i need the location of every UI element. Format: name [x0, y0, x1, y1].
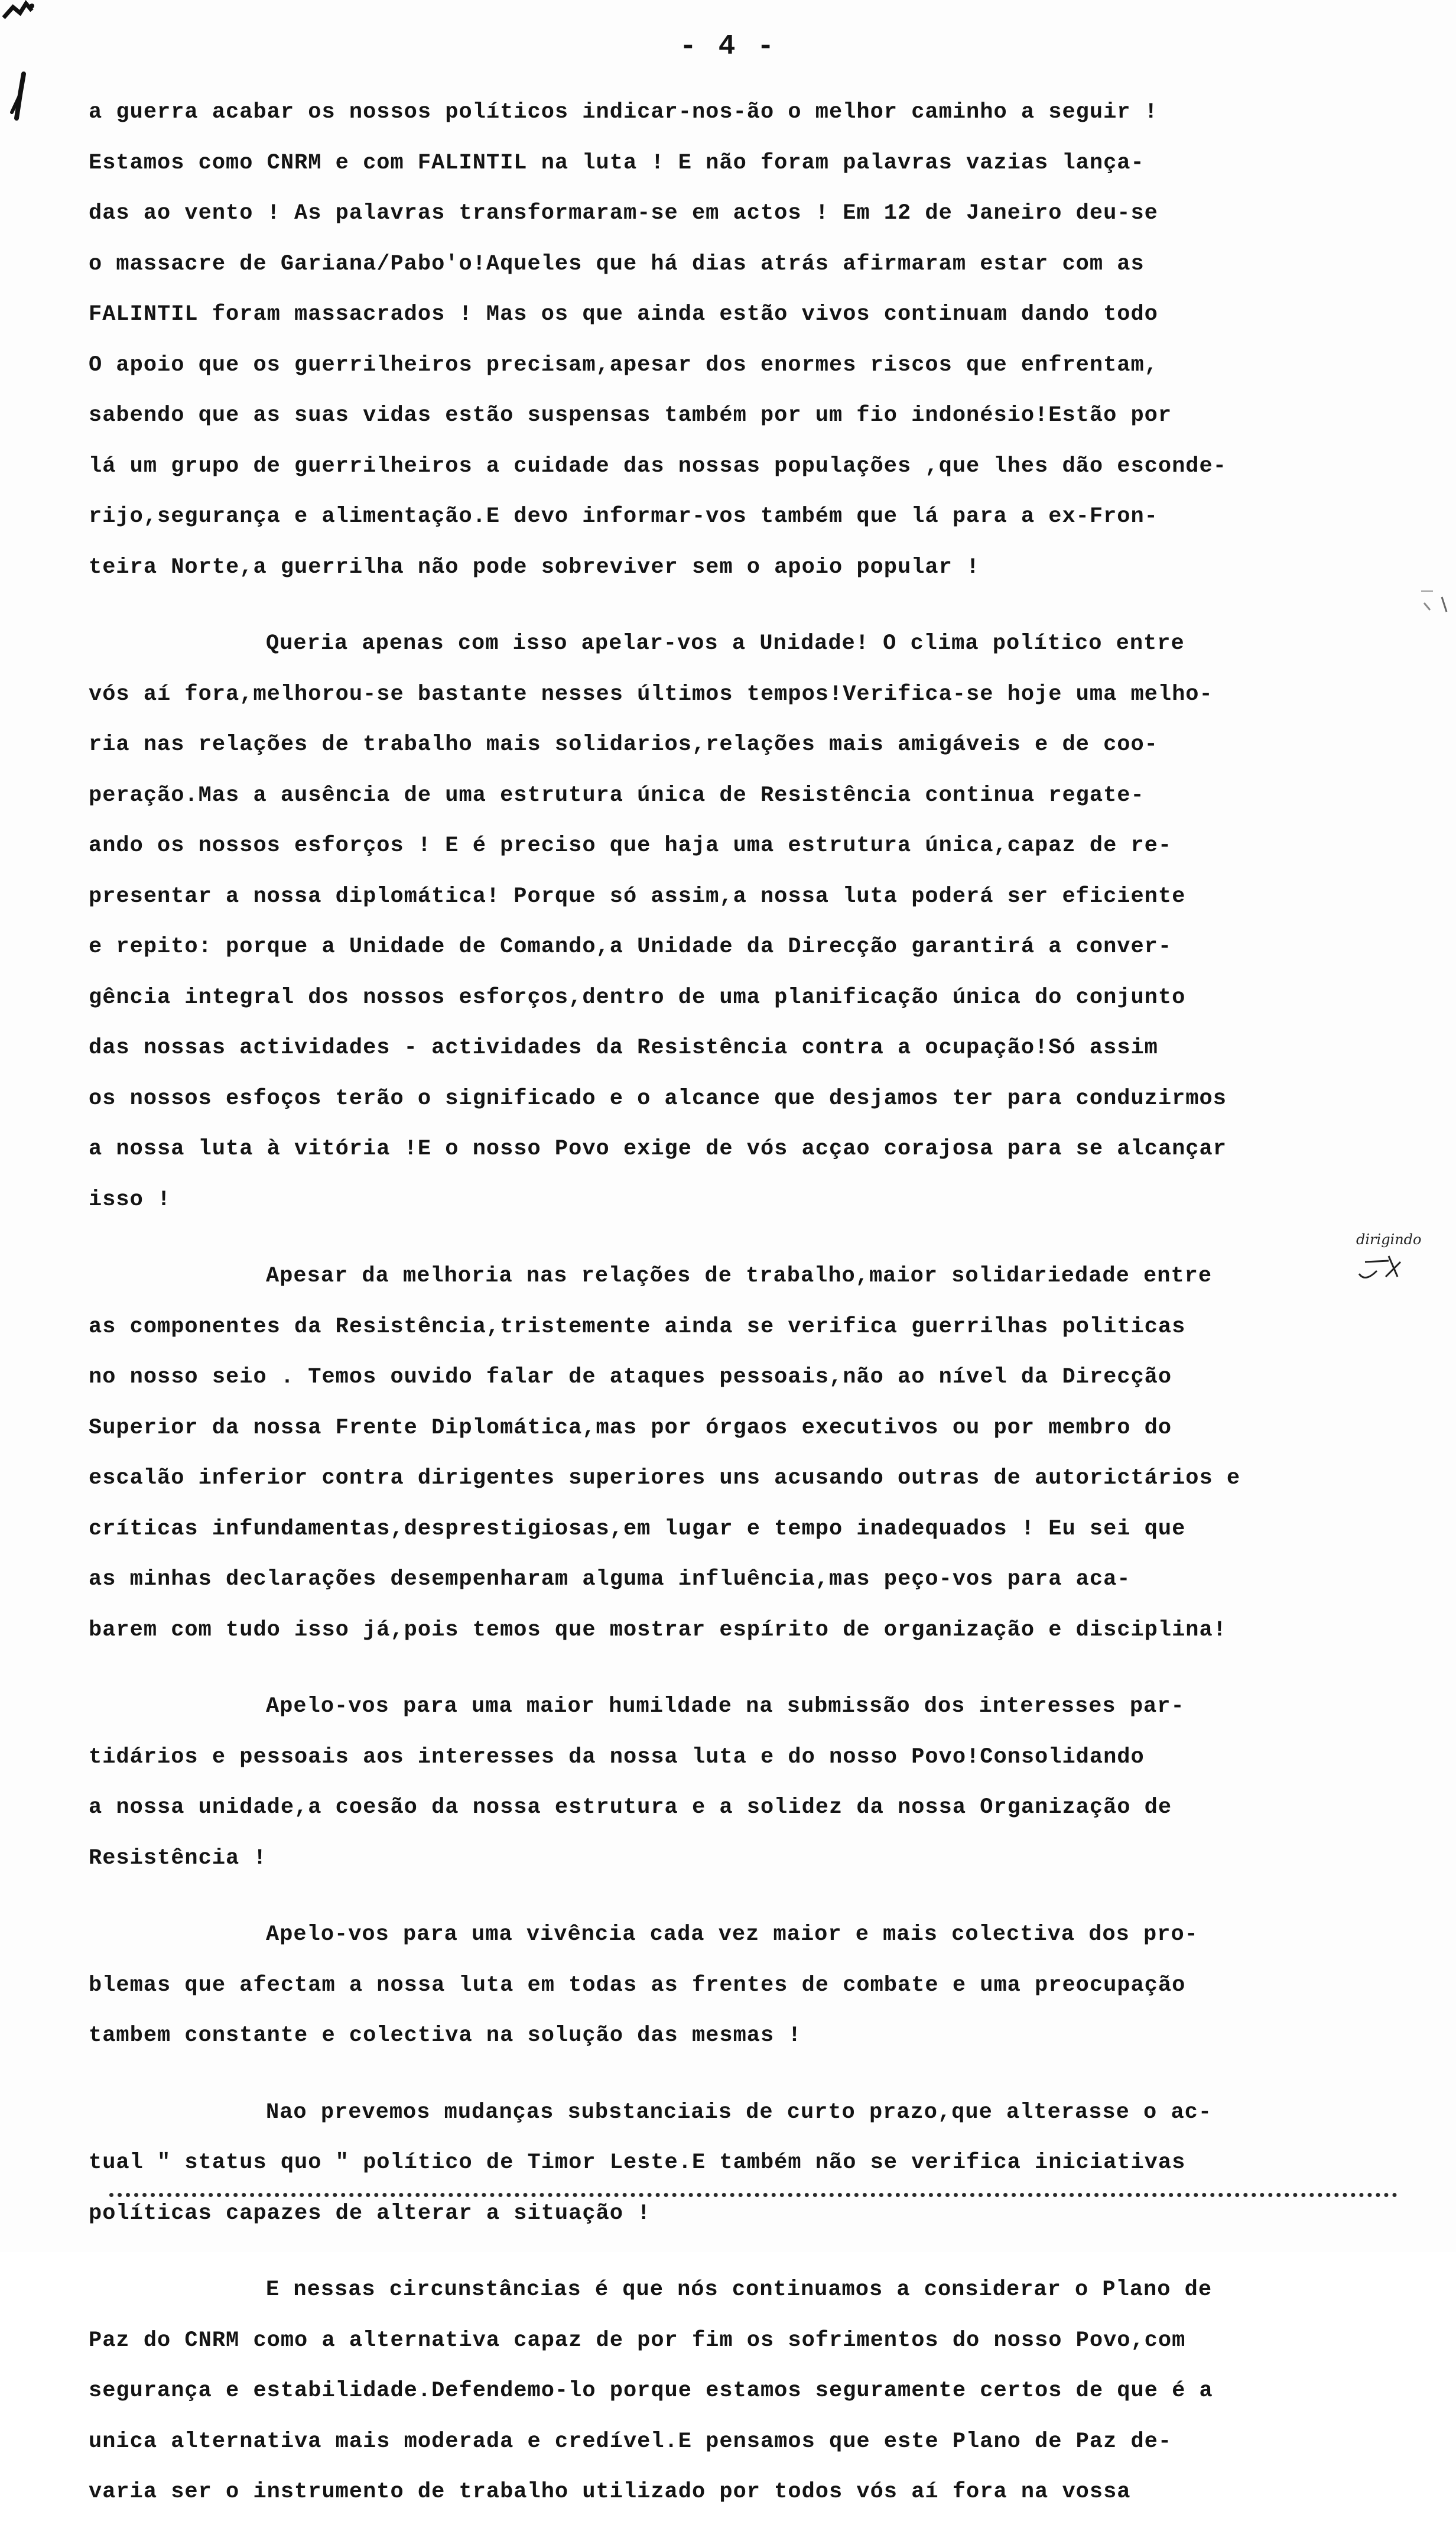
text-line: Resistência ! — [89, 1845, 267, 1871]
text-line: as componentes da Resistência,tristemente ainda se verifica guerrilhas politicas — [89, 1314, 1186, 1339]
text-line: a nossa luta à vitória !E o nosso Povo exige de vós acçao corajosa para se alcançar — [89, 1137, 1227, 1161]
text-line: O apoio que os guerrilheiros precisam,apesar dos enormes riscos que enfrentam, — [89, 352, 1158, 378]
text-line: Estamos como CNRM e com FALINTIL na luta ! E não foram palavras vazias lança- — [89, 150, 1145, 176]
text-line: no nosso seio . Temos ouvido falar de ataques pessoais,não ao nível da Direcção — [89, 1365, 1172, 1390]
text-line: sabendo que as suas vidas estão suspensas também por um fio indonésio!Estão por — [89, 403, 1172, 428]
text-line: peração.Mas a ausência de uma estrutura única de Resistência continua regate- — [89, 783, 1145, 808]
text-line: vós aí fora,melhorou-se bastante nesses últimos tempos!Verifica-se hoje uma melho- — [89, 682, 1213, 707]
text-line: barem com tudo isso já,pois temos que mostrar espírito de organização e disciplina! — [89, 1617, 1227, 1643]
text-line: a guerra acabar os nossos políticos indicar-nos-ão o melhor caminho a seguir ! — [89, 100, 1158, 125]
text-line: Nao prevemos mudanças substanciais de curto prazo,que alterasse o ac- — [266, 2100, 1213, 2125]
text-line: Paz do CNRM como a alternativa capaz de por fim os sofrimentos do nosso Povo,com — [89, 2328, 1186, 2353]
paragraph-collective — [89, 1910, 1395, 2062]
text-line: varia ser o instrumento de trabalho utilizado por todos vós aí fora na vossa — [89, 2480, 1131, 2504]
page-number: - 4 - — [680, 31, 776, 63]
text-line: os nossos esfoços terão o significado e o alcance que desjamos ter para conduzirmos — [89, 1086, 1227, 1111]
text-line: FALINTIL foram massacrados ! Mas os que ainda estão vivos continuam dando todo — [89, 302, 1158, 327]
ink-corner-mark — [2, 0, 38, 24]
text-line: rijo,segurança e alimentação.E devo informar-vos também que lá para a ex-Fron- — [89, 504, 1158, 529]
text-line: gência integral dos nossos esforços,dentro de uma planificação única do conjunto — [89, 985, 1186, 1010]
text-line: escalão inferior contra dirigentes superiores uns acusando outras de autorictários e — [89, 1466, 1241, 1491]
text-line: o massacre de Gariana/Pabo'o!Aqueles que há dias atrás afirmaram estar com as — [89, 251, 1145, 277]
text-line: Apelo-vos para uma vivência cada vez maior e mais colectiva dos pro- — [266, 1922, 1198, 1947]
paragraph-guerrilla — [89, 87, 1395, 593]
text-line: tidários e pessoais aos interesses da nossa luta e do nosso Povo!Consolidando — [89, 1744, 1145, 1770]
text-line: a nossa unidade,a coesão da nossa estrutura e a solidez da nossa Organização de — [89, 1795, 1172, 1820]
text-line: blemas que afectam a nossa luta em todas as frentes de combate e uma preocupação — [89, 1972, 1186, 1998]
text-line: Apelo-vos para uma maior humildade na submissão dos interesses par- — [266, 1694, 1185, 1719]
text-line: políticas capazes de alterar a situação ! — [89, 2201, 651, 2226]
text-line: E nessas circunstâncias é que nós continuamos a considerar o Plano de — [266, 2277, 1213, 2302]
text-line: das nossas actividades - actividades da Resistência contra a ocupação!Só assim — [89, 1036, 1158, 1060]
paragraph-peace-plan — [89, 2265, 1395, 2518]
text-line: das ao vento ! As palavras transformaram-se em actos ! Em 12 de Janeiro deu-se — [89, 201, 1158, 226]
text-line: Queria apenas com isso apelar-vos a Unidade! O clima político entre — [266, 631, 1185, 656]
text-line: Superior da nossa Frente Diplomática,mas por órgaos executivos ou por membro do — [89, 1415, 1172, 1440]
text-line: teira Norte,a guerrilha não pode sobreviver sem o apoio popular ! — [89, 554, 980, 580]
continuation-dotted-rule — [109, 2193, 1398, 2197]
margin-note-text: dirigindo — [1356, 1231, 1422, 1248]
text-line: ando os nossos esforços ! E é preciso que haja uma estrutura única,capaz de re- — [89, 833, 1172, 858]
paragraph-unity — [89, 619, 1395, 1225]
ink-smudge — [1418, 585, 1454, 615]
paragraph-solidarity — [89, 1251, 1395, 1656]
text-line: tual " status quo " político de Timor Leste.E também não se verifica iniciativas — [89, 2150, 1186, 2175]
document-body — [89, 87, 1395, 2544]
text-line: e repito: porque a Unidade de Comando,a Unidade da Direcção garantirá a conver- — [89, 934, 1172, 959]
text-line: presentar a nossa diplomática! Porque só assim,a nossa luta poderá ser eficiente — [89, 884, 1186, 909]
text-line: isso ! — [89, 1187, 171, 1212]
text-line: lá um grupo de guerrilheiros a cuidade das nossas populações ,que lhes dão esconde- — [89, 453, 1227, 479]
text-line: Apesar da melhoria nas relações de trabalho,maior solidariedade entre — [266, 1264, 1213, 1289]
paragraph-humility — [89, 1682, 1395, 1884]
text-line: unica alternativa mais moderada e credível.E pensamos que este Plano de Paz de- — [89, 2429, 1172, 2454]
text-line: segurança e estabilidade.Defendemo-lo porque estamos seguramente certos de que é a — [89, 2378, 1213, 2403]
paragraph-status-quo — [89, 2088, 1395, 2240]
text-line: tambem constante e colectiva na solução das mesmas ! — [89, 2023, 802, 2048]
text-line: críticas infundamentas,desprestigiosas,em lugar e tempo inadequados ! Eu sei que — [89, 1516, 1186, 1542]
ink-margin-mark — [6, 71, 30, 124]
text-line: as minhas declarações desempenharam alguma influência,mas peço-vos para aca- — [89, 1567, 1131, 1592]
text-line: ria nas relações de trabalho mais solidarios,relações mais amigáveis e de coo- — [89, 732, 1158, 757]
